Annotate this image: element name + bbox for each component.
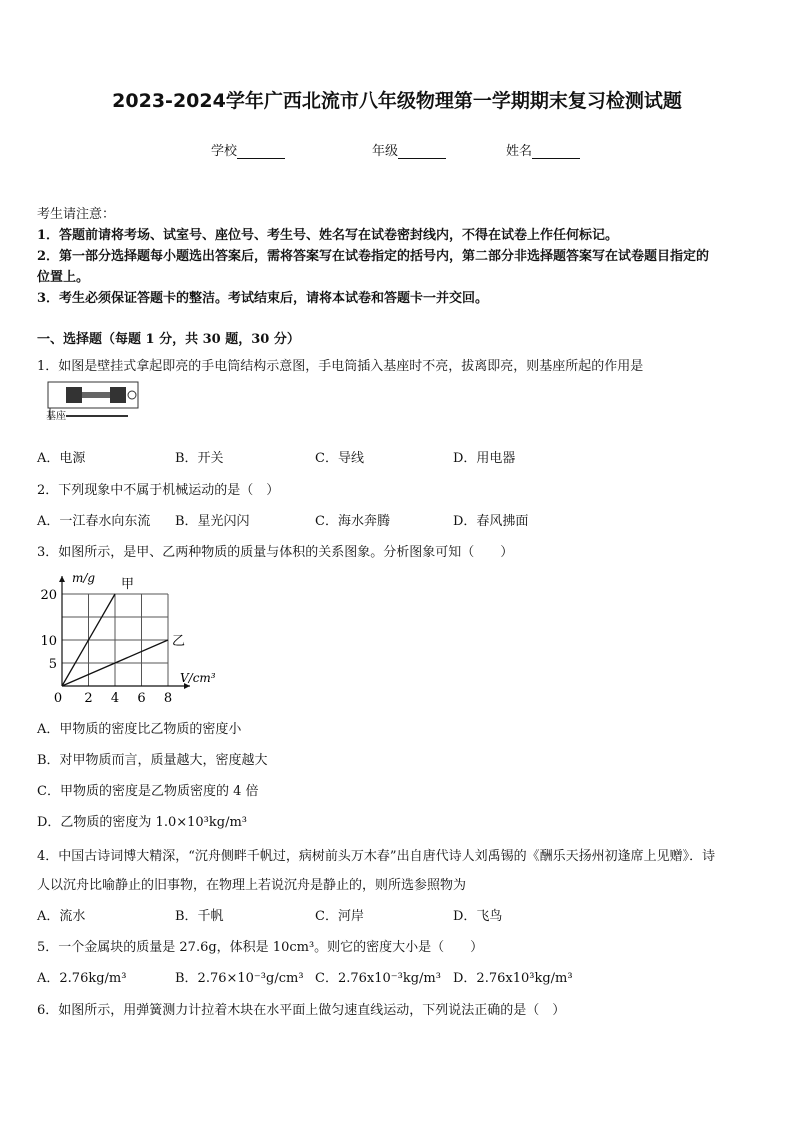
q1-stem: 1．如图是壁挂式拿起即亮的手电筒结构示意图，手电筒插入基座时不亮，拔离即亮，则基座所起的作用是 — [37, 359, 644, 374]
q1-option-c[interactable]: C．导线 — [315, 451, 364, 466]
q5-option-b[interactable]: B．2.76×10⁻³g/cm³ — [175, 971, 304, 986]
q2-option-c[interactable]: C．海水奔腾 — [315, 514, 390, 529]
x-tick-label: 4 — [110, 691, 120, 706]
q4-option-c[interactable]: C．河岸 — [315, 909, 364, 924]
mass-volume-chart-svg — [36, 568, 226, 710]
q2-stem: 2．下列现象中不属于机械运动的是（ ） — [37, 483, 280, 498]
grade-label: 年级 — [372, 144, 399, 159]
q1-option-d[interactable]: D．用电器 — [453, 451, 516, 466]
q2-option-a[interactable]: A．一江春水向东流 — [37, 514, 151, 529]
q4-option-a[interactable]: A．流水 — [37, 909, 86, 924]
x-tick-label: 6 — [137, 691, 146, 706]
q5-option-d[interactable]: D．2.76x10³kg/m³ — [453, 971, 573, 986]
section-heading: 一、选择题（每题 1 分，共 30 题，30 分） — [37, 332, 300, 347]
grade-blank[interactable] — [398, 145, 446, 159]
notice-item-2-cont: 位置上。 — [37, 270, 90, 285]
mass-volume-chart — [36, 568, 226, 710]
school-field[interactable] — [211, 140, 285, 159]
notice-heading: 考生请注意： — [37, 207, 116, 222]
series-label-1: 甲 — [121, 577, 135, 592]
q4-option-b[interactable]: B．千帆 — [175, 909, 224, 924]
q6-stem: 6．如图所示，用弹簧测力计拉着木块在水平面上做匀速直线运动，下列说法正确的是（ ） — [37, 1003, 566, 1018]
exam-title: 2023-2024学年广西北流市八年级物理第一学期期末复习检测试题 — [112, 90, 682, 112]
x-tick-label: 2 — [84, 691, 93, 706]
y-tick-label: 20 — [40, 588, 57, 603]
school-label: 学校 — [211, 144, 238, 159]
base-label: 基座 — [46, 411, 66, 422]
y-axis-arrow — [59, 576, 65, 582]
x-tick-label: 8 — [163, 691, 173, 706]
q4-stem-line2: 人以沉舟比喻静止的旧事物，在物理上若说沉舟是静止的，则所选参照物为 — [37, 878, 467, 893]
notice-item-2: 2．第一部分选择题每小题选出答案后，需将答案写在试卷指定的括号内，第二部分非选择题答案写在试卷题目指定的 — [37, 249, 710, 264]
notice-item-1: 1．答题前请将考场、试室号、座位号、考生号、姓名写在试卷密封线内，不得在试卷上作任何标记。 — [37, 228, 619, 243]
q4-stem-line1: 4．中国古诗词博大精深，“沉舟侧畔千帆过，病树前头万木春”出自唐代诗人刘禹锡的《酬乐天扬州初逢席上见赠》．诗 — [37, 849, 716, 864]
q3-option-a[interactable]: A．甲物质的密度比乙物质的密度小 — [37, 722, 242, 737]
q3-option-b[interactable]: B．对甲物质而言，质量越大，密度越大 — [37, 753, 268, 768]
q2-option-d[interactable]: D．春风拂面 — [453, 514, 529, 529]
name-label: 姓名 — [506, 144, 533, 159]
q3-stem: 3．如图所示，是甲、乙两种物质的质量与体积的关系图象。分析图象可知（ ） — [37, 545, 514, 560]
y-tick-label: 5 — [48, 657, 57, 672]
x-tick-label: 0 — [53, 691, 63, 706]
q3-option-c[interactable]: C．甲物质的密度是乙物质密度的 4 倍 — [37, 784, 259, 799]
notice-item-3: 3．考生必须保证答题卡的整洁。考试结束后，请将本试卷和答题卡一并交回。 — [37, 291, 489, 306]
q4-option-d[interactable]: D．飞鸟 — [453, 909, 503, 924]
name-field[interactable] — [506, 140, 580, 159]
q1-option-b[interactable]: B．开关 — [175, 451, 224, 466]
name-blank[interactable] — [532, 145, 580, 159]
q3-option-d[interactable]: D．乙物质的密度为 1.0×10³kg/m³ — [37, 815, 247, 830]
y-axis-label: m/g — [72, 571, 96, 585]
q5-option-a[interactable]: A．2.76kg/m³ — [37, 971, 127, 986]
x-axis-label: V/cm³ — [180, 671, 216, 685]
q5-option-c[interactable]: C．2.76x10⁻³kg/m³ — [315, 971, 441, 986]
y-tick-label: 10 — [40, 634, 57, 649]
q5-stem: 5．一个金属块的质量是 27.6g，体积是 10cm³。则它的密度大小是（ ） — [37, 940, 484, 955]
series-label-2: 乙 — [172, 634, 186, 649]
grade-field[interactable] — [372, 140, 446, 159]
flashlight-figure — [44, 378, 140, 424]
q1-option-a[interactable]: A．电源 — [37, 451, 86, 466]
school-blank[interactable] — [237, 145, 285, 159]
q2-option-b[interactable]: B．星光闪闪 — [175, 514, 250, 529]
